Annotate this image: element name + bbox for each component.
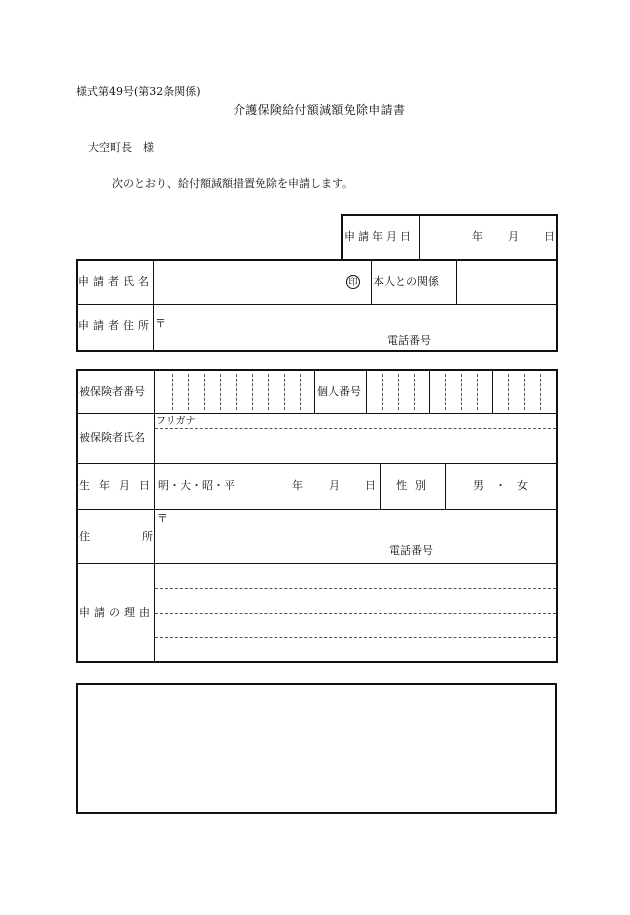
birthdate-label: 生年月日 xyxy=(79,479,159,492)
gender-label: 性別 xyxy=(396,479,434,492)
insured-phone-field[interactable] xyxy=(442,543,556,561)
applicant-phone-label: 電話番号 xyxy=(387,334,431,347)
applicant-phone-field[interactable] xyxy=(440,334,555,349)
furigana-field[interactable] xyxy=(208,414,556,427)
insured-name-label: 被保険者氏名 xyxy=(79,431,145,444)
application-date-day: 日 xyxy=(544,230,555,243)
reason-label: 申請の理由 xyxy=(79,606,154,619)
addressee: 大空町長 様 xyxy=(88,141,154,154)
birthdate-field[interactable] xyxy=(155,464,379,508)
postal-mark: 〒 xyxy=(155,317,166,330)
reason-field[interactable] xyxy=(155,564,556,660)
personal-number-label: 個人番号 xyxy=(317,385,361,398)
applicant-address-field[interactable] xyxy=(168,306,555,334)
seal-stamp-mark: 印 xyxy=(346,275,360,289)
birthdate-month: 月 xyxy=(329,479,340,492)
address-label-2: 所 xyxy=(142,530,153,543)
applicant-address-label: 申請者住所 xyxy=(78,319,153,332)
applicant-name-label: 申請者氏名 xyxy=(78,275,153,288)
intro-text: 次のとおり、給付額減額措置免除を申請します。 xyxy=(112,177,354,190)
gender-options[interactable]: 男 ・ 女 xyxy=(473,479,528,492)
relationship-field[interactable] xyxy=(457,261,555,303)
insured-address-field[interactable] xyxy=(170,511,556,541)
application-date-field[interactable] xyxy=(420,216,555,258)
personal-number-field[interactable] xyxy=(367,372,556,412)
insured-phone-label: 電話番号 xyxy=(389,544,433,557)
application-date-label: 申請年月日 xyxy=(344,230,414,243)
applicant-name-field[interactable] xyxy=(154,261,344,303)
birthdate-year: 年 xyxy=(292,479,303,492)
insured-number-field[interactable] xyxy=(155,372,313,412)
furigana-label: フリガナ xyxy=(156,416,196,427)
birthdate-day: 日 xyxy=(365,479,376,492)
office-use-box xyxy=(76,683,557,814)
document-title: 介護保険給付額減額免除申請書 xyxy=(233,103,406,117)
address-label-1: 住 xyxy=(79,530,90,543)
insured-section xyxy=(76,369,558,663)
insured-name-field[interactable] xyxy=(155,429,556,462)
form-number: 様式第49号(第32条関係) xyxy=(76,85,201,98)
postal-mark: 〒 xyxy=(157,512,168,525)
application-date-month: 月 xyxy=(508,230,519,243)
insured-number-label: 被保険者番号 xyxy=(79,385,145,398)
application-date-year: 年 xyxy=(472,230,483,243)
era-options: 明・大・昭・平 xyxy=(158,479,235,492)
relationship-label: 本人との関係 xyxy=(373,275,439,288)
